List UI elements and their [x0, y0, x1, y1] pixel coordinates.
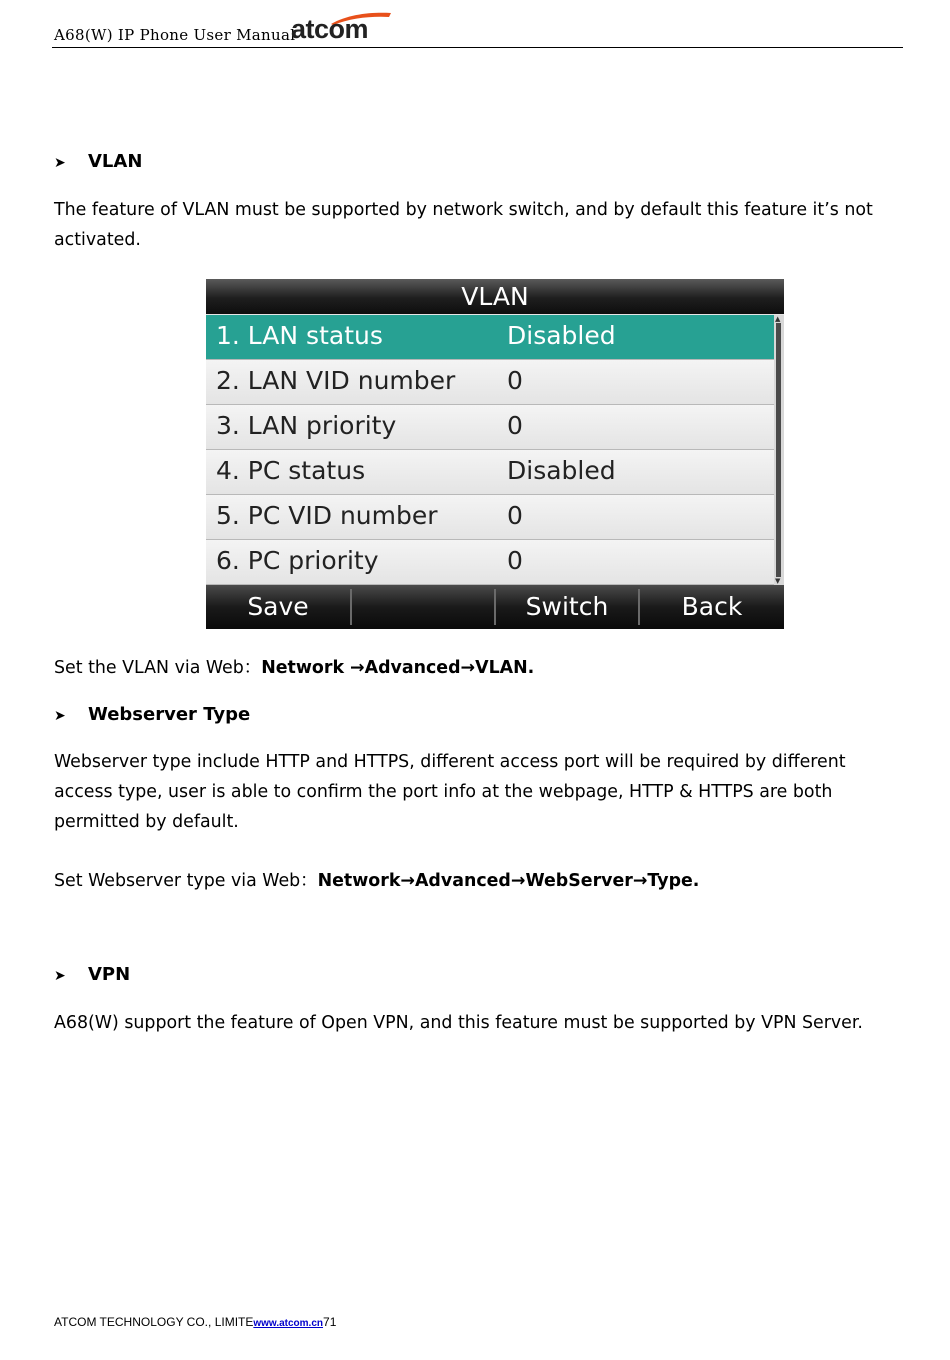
menu-row-value: 0 — [507, 501, 523, 530]
menu-row-label: 5. PC VID number — [216, 501, 438, 530]
scroll-up-icon: ▲ — [775, 315, 781, 323]
footer-company: ATCOM TECHNOLOGY CO., LIMITE — [54, 1315, 254, 1329]
menu-row-label: 4. PC status — [216, 456, 366, 485]
vlan-description: The feature of VLAN must be supported by network switch, and by default this feature it’s not activated. — [54, 200, 873, 250]
webserver-web-path — [54, 866, 904, 896]
manual-title: A68(W) IP Phone User Manual — [54, 26, 296, 44]
page-footer — [54, 1315, 336, 1329]
menu-row-label: 3. LAN priority — [216, 411, 397, 440]
web-path: Network→Advanced→WebServer→Type. — [317, 871, 700, 891]
menu-row-lan-priority[interactable] — [206, 405, 774, 450]
scroll-thumb[interactable] — [776, 323, 781, 577]
menu-row-label: 1. LAN status — [216, 321, 383, 350]
vlan-web-path — [54, 653, 904, 683]
webserver-description: Webserver type include HTTP and HTTPS, different access port will be required by different access type, user is able to confirm the port info at the webpage, HTTP & HTTPS are both permitted by default. — [54, 752, 846, 832]
bullet-arrow-icon: ➤ — [54, 968, 66, 984]
menu-row-pc-priority[interactable] — [206, 540, 774, 585]
vlan-heading — [54, 151, 142, 172]
menu-row-value: 0 — [507, 546, 523, 575]
menu-row-label: 2. LAN VID number — [216, 366, 456, 395]
vpn-description: A68(W) support the feature of Open VPN, and this feature must be supported by VPN Server. — [54, 1013, 863, 1033]
screen-title: VLAN — [206, 279, 784, 314]
menu-row-value: Disabled — [507, 456, 616, 485]
logo-text: atcom — [291, 14, 369, 44]
bullet-arrow-icon: ➤ — [54, 708, 66, 724]
softkey-save[interactable]: Save — [247, 592, 309, 621]
page-number: 71 — [323, 1315, 337, 1329]
softkey-back[interactable]: Back — [681, 592, 743, 621]
menu-row-value: 0 — [507, 411, 523, 440]
phone-vlan-screen — [206, 279, 784, 629]
softkey-bar — [206, 585, 784, 629]
menu-row-label: 6. PC priority — [216, 546, 379, 575]
web-path-prefix: Set the VLAN via Web： — [54, 658, 262, 678]
footer-link[interactable]: www.atcom.cn — [253, 1318, 324, 1329]
menu-row-pc-status[interactable] — [206, 450, 774, 495]
scroll-down-icon: ▼ — [775, 577, 781, 585]
vlan-heading-text: VLAN — [88, 151, 143, 172]
screen-scrollbar[interactable] — [774, 315, 784, 585]
menu-row-value: 0 — [507, 366, 523, 395]
menu-row-lan-vid[interactable] — [206, 360, 774, 405]
bullet-arrow-icon: ➤ — [54, 155, 66, 171]
softkey-empty[interactable] — [352, 585, 494, 629]
softkey-switch[interactable]: Switch — [525, 592, 609, 621]
menu-row-value: Disabled — [507, 321, 616, 350]
vpn-heading-text: VPN — [88, 964, 131, 985]
webserver-heading — [54, 704, 250, 725]
web-path: Network →Advanced→VLAN. — [261, 658, 535, 678]
atcom-logo — [291, 10, 395, 44]
menu-row-pc-vid[interactable] — [206, 495, 774, 540]
menu-row-lan-status[interactable] — [206, 315, 774, 360]
web-path-prefix: Set Webserver type via Web： — [54, 871, 318, 891]
header-rule — [52, 47, 903, 48]
webserver-heading-text: Webserver Type — [88, 704, 251, 725]
vpn-heading — [54, 964, 130, 985]
